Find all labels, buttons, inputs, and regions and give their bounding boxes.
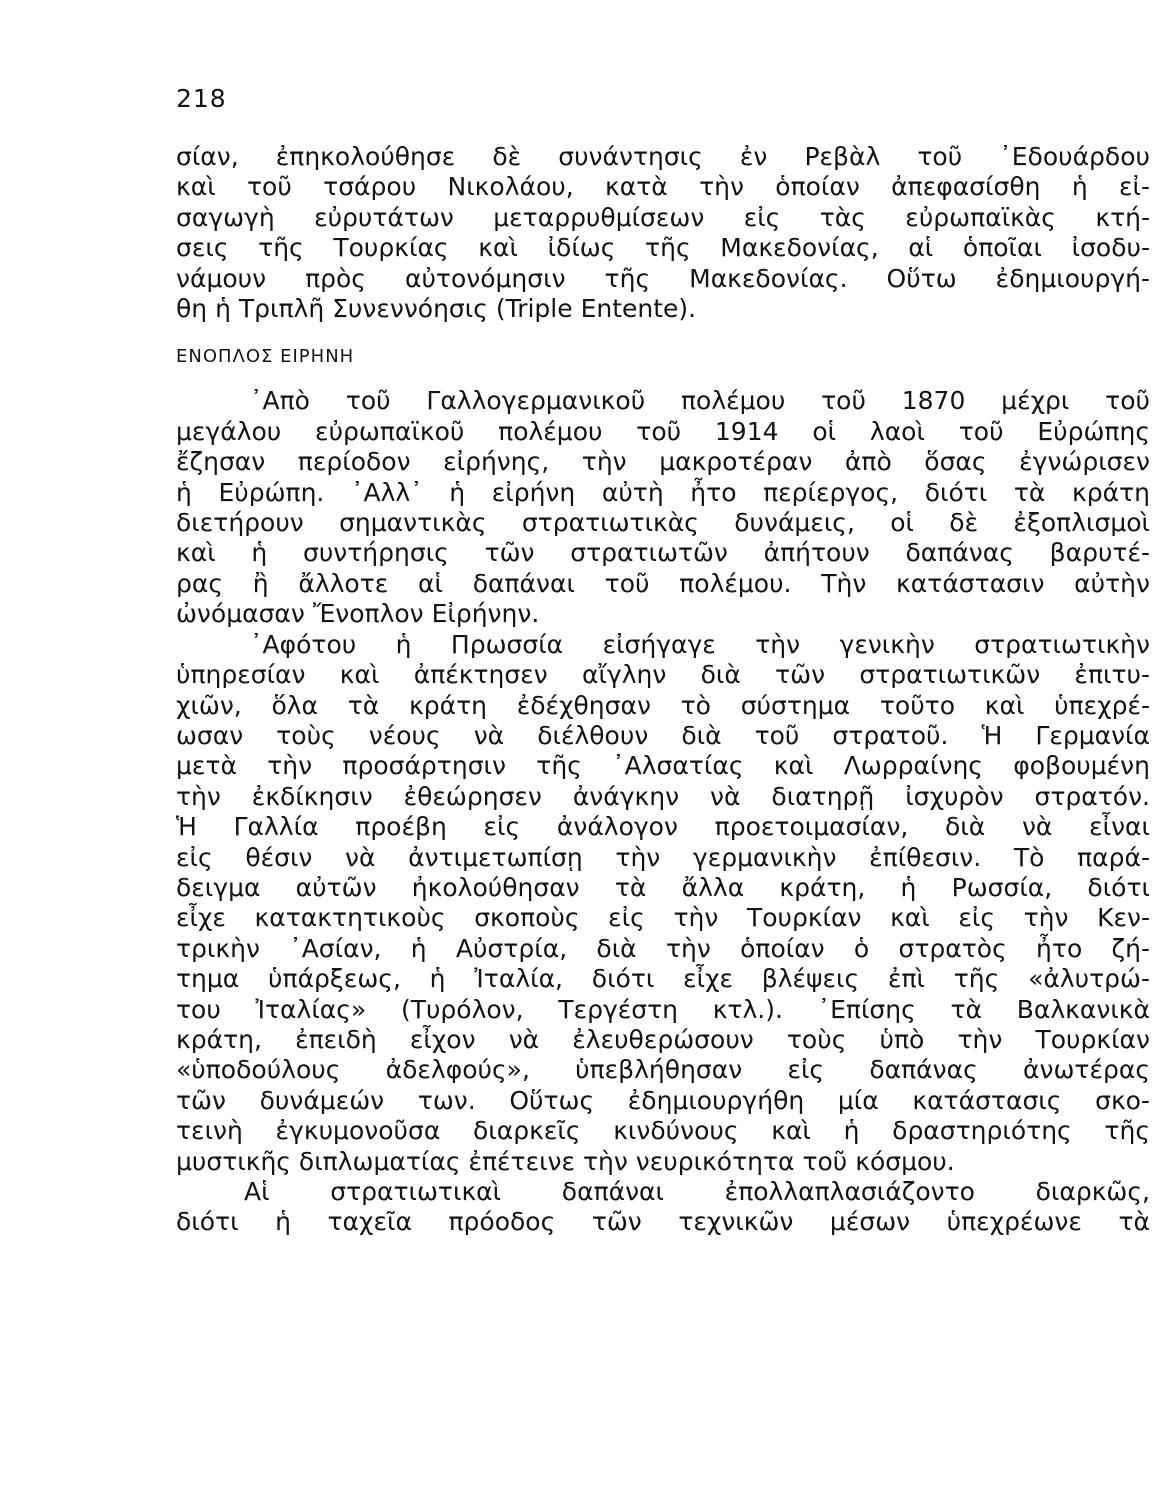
text-line: εἶχε κατακτητικοὺς σκοποὺς εἰς τὴν Τουρκίαν καὶ εἰς τὴν Κεν- [176, 903, 1150, 933]
text-line: «ὑποδούλους ἀδελφούς», ὑπεβλήθησαν εἰς δαπάνας ἀνωτέρας [176, 1055, 1150, 1085]
text-line: ἡ Εὐρώπη. ᾿Αλλ᾿ ἡ εἰρήνη αὐτὴ ἦτο περίεργος, διότι τὰ κράτη [176, 477, 1150, 507]
text-line: θη ἡ Τριπλῆ Συνεννόησις (Triple Entente). [176, 294, 697, 324]
text-line: καὶ ἡ συντήρησις τῶν στρατιωτῶν ἀπήτουν δαπάνας βαρυτέ- [176, 538, 1150, 568]
text-line: τρικὴν ᾿Ασίαν, ἡ Αὐστρία, διὰ τὴν ὁποίαν ὁ στρατὸς ἦτο ζή- [176, 933, 1150, 963]
text-line: του Ἰταλίας» (Τυρόλον, Τεργέστη κτλ.). ᾿Επίσης τὰ Βαλκανικὰ [176, 994, 1150, 1024]
paragraph [176, 142, 1150, 324]
page-number: 218 [176, 84, 227, 113]
paragraph [176, 1177, 1150, 1238]
text-line: ᾿Απὸ τοῦ Γαλλογερμανικοῦ πολέμου τοῦ 1870 μέχρι τοῦ [250, 386, 1150, 416]
text-line: σαγωγὴ εὐρυτάτων μεταρρυθμίσεων εἰς τὰς εὐρωπαϊκὰς κτή- [176, 202, 1150, 232]
text-line: σίαν, ἐπηκολούθησε δὲ συνάντησις ἐν Ρεβὰλ τοῦ ᾿Εδουάρδου [176, 142, 1150, 171]
paragraph [176, 630, 1150, 1177]
text-line: τεινὴ ἐγκυμονοῦσα διαρκεῖς κινδύνους καὶ ἡ δραστηριότης τῆς [176, 1116, 1150, 1146]
text-line: μυστικῆς διπλωματίας ἐπέτεινε τὴν νευρικότητα τοῦ κόσμου. [176, 1146, 955, 1176]
text-line: τημα ὑπάρξεως, ἡ Ἰταλία, διότι εἶχε βλέψεις ἐπὶ τῆς «ἀλυτρώ- [176, 964, 1150, 994]
text-line: κράτη, ἐπειδὴ εἶχον νὰ ἐλευθερώσουν τοὺς ὑπὸ τὴν Τουρκίαν [176, 1024, 1150, 1054]
text-line: δειγμα αὐτῶν ἠκολούθησαν τὰ ἄλλα κράτη, ἡ Ρωσσία, διότι [176, 872, 1150, 902]
text-line: ὑπηρεσίαν καὶ ἀπέκτησεν αἴγλην διὰ τῶν στρατιωτικῶν ἐπιτυ- [176, 660, 1150, 690]
text-line: διετήρουν σημαντικὰς στρατιωτικὰς δυνάμεις, οἱ δὲ ἐξοπλισμοὶ [176, 508, 1150, 538]
page-content [176, 142, 1150, 1238]
paragraph [176, 386, 1150, 629]
text-line: ὠνόμασαν Ἔνοπλον Εἰρήνην. [176, 599, 540, 629]
text-line: εἰς θέσιν νὰ ἀντιμετωπίσῃ τὴν γερμανικὴν ἐπίθεσιν. Τὸ παρά- [176, 842, 1150, 872]
text-line: χιῶν, ὅλα τὰ κράτη ἐδέχθησαν τὸ σύστημα τοῦτο καὶ ὑπεχρέ- [176, 690, 1150, 720]
text-line: σεις τῆς Τουρκίας καὶ ἰδίως τῆς Μακεδονίας, αἱ ὁποῖαι ἰσοδυ- [176, 233, 1150, 263]
text-line: μετὰ τὴν προσάρτησιν τῆς ᾿Αλσατίας καὶ Λωρραίνης φοβουμένη [176, 751, 1150, 781]
text-line: ρας ἢ ἄλλοτε αἱ δαπάναι τοῦ πολέμου. Τὴν κατάστασιν αὐτὴν [176, 568, 1150, 598]
text-line: τῶν δυνάμεών των. Οὕτως ἐδημιουργήθη μία κατάστασις σκο- [176, 1085, 1150, 1115]
text-line: ᾿Αφότου ἡ Πρωσσία εἰσήγαγε τὴν γενικὴν στρατιωτικὴν [250, 629, 1150, 659]
text-line: διότι ἡ ταχεῖα πρόοδος τῶν τεχνικῶν μέσων ὑπεχρέωνε τὰ [176, 1207, 1150, 1237]
text-line: ωσαν τοὺς νέους νὰ διέλθουν διὰ τοῦ στρατοῦ. Ἡ Γερμανία [176, 720, 1150, 750]
text-line: καὶ τοῦ τσάρου Νικολάου, κατὰ τὴν ὁποίαν ἀπεφασίσθη ἡ εἰ- [176, 172, 1150, 202]
text-line: Ἡ Γαλλία προέβη εἰς ἀνάλογον προετοιμασίαν, διὰ νὰ εἶναι [176, 812, 1150, 842]
section-heading: ΕΝΟΠΛΟΣ ΕΙΡΗΝΗ [176, 346, 355, 368]
text-line: τὴν ἐκδίκησιν ἐθεώρησεν ἀνάγκην νὰ διατηρῇ ἰσχυρὸν στρατόν. [176, 781, 1150, 811]
text-line: μεγάλου εὐρωπαϊκοῦ πολέμου τοῦ 1914 οἱ λαοὶ τοῦ Εὐρώπης [176, 416, 1150, 446]
text-line: ἔζησαν περίοδον εἰρήνης, τὴν μακροτέραν ἀπὸ ὅσας ἐγνώρισεν [176, 447, 1150, 477]
text-line: Αἱ στρατιωτικαὶ δαπάναι ἐπολλαπλασιάζοντο διαρκῶς, [244, 1177, 1150, 1206]
text-line: νάμουν πρὸς αὐτονόμησιν τῆς Μακεδονίας. Οὕτω ἐδημιουργή- [176, 263, 1150, 293]
